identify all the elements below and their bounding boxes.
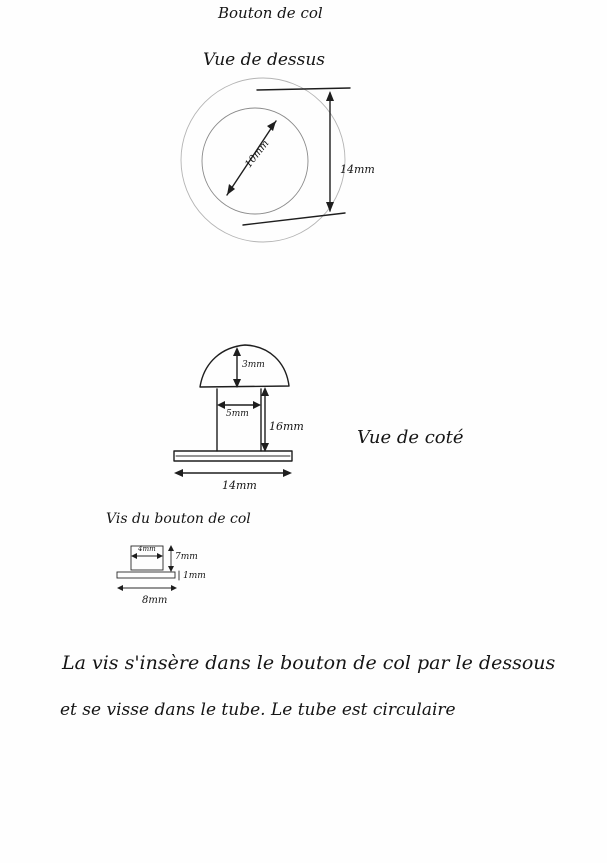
- arrowhead: [283, 469, 292, 477]
- note-line-2: et se visse dans le tube. Le tube est circulaire: [60, 700, 456, 720]
- arrowhead: [253, 401, 261, 409]
- tube-width-label: 5mm: [226, 409, 249, 419]
- outer-circle: [181, 78, 345, 242]
- arrowhead: [326, 91, 334, 101]
- arrowhead: [117, 585, 123, 591]
- screw-label: Vis du bouton de col: [106, 511, 251, 527]
- screw-height-label: 7mm: [175, 552, 198, 562]
- arrowhead: [168, 545, 174, 551]
- arrowhead: [171, 585, 177, 591]
- arrowhead: [217, 401, 225, 409]
- side-view-label: Vue de coté: [357, 427, 464, 448]
- inner-diameter-label: 10mm: [243, 138, 272, 171]
- screw-base-width-label: 8mm: [142, 595, 168, 606]
- arrowhead: [233, 347, 241, 356]
- page-title: Bouton de col: [218, 4, 323, 22]
- top-view-drawing: [181, 78, 350, 242]
- outer-dim-top-line: [257, 88, 350, 90]
- screw-base-thickness-label: 1mm: [183, 571, 206, 581]
- screw-base: [117, 572, 175, 578]
- screw-head-width-label: 4mm: [138, 545, 156, 553]
- head-height-label: 3mm: [242, 360, 265, 370]
- top-view-label: Vue de dessus: [203, 50, 326, 70]
- arrowhead: [157, 553, 163, 559]
- base-width-label: 14mm: [222, 479, 257, 492]
- arrowhead: [267, 121, 276, 131]
- outer-diameter-label: 14mm: [340, 163, 375, 176]
- arrowhead: [168, 566, 174, 572]
- tube-height-label: 16mm: [269, 420, 304, 433]
- arrowhead: [131, 553, 137, 559]
- outer-dim-bottom-line: [243, 213, 345, 225]
- arrowhead: [174, 469, 183, 477]
- arrowhead: [261, 387, 269, 396]
- note-line-1: La vis s'insère dans le bouton de col par le dessous: [62, 652, 556, 674]
